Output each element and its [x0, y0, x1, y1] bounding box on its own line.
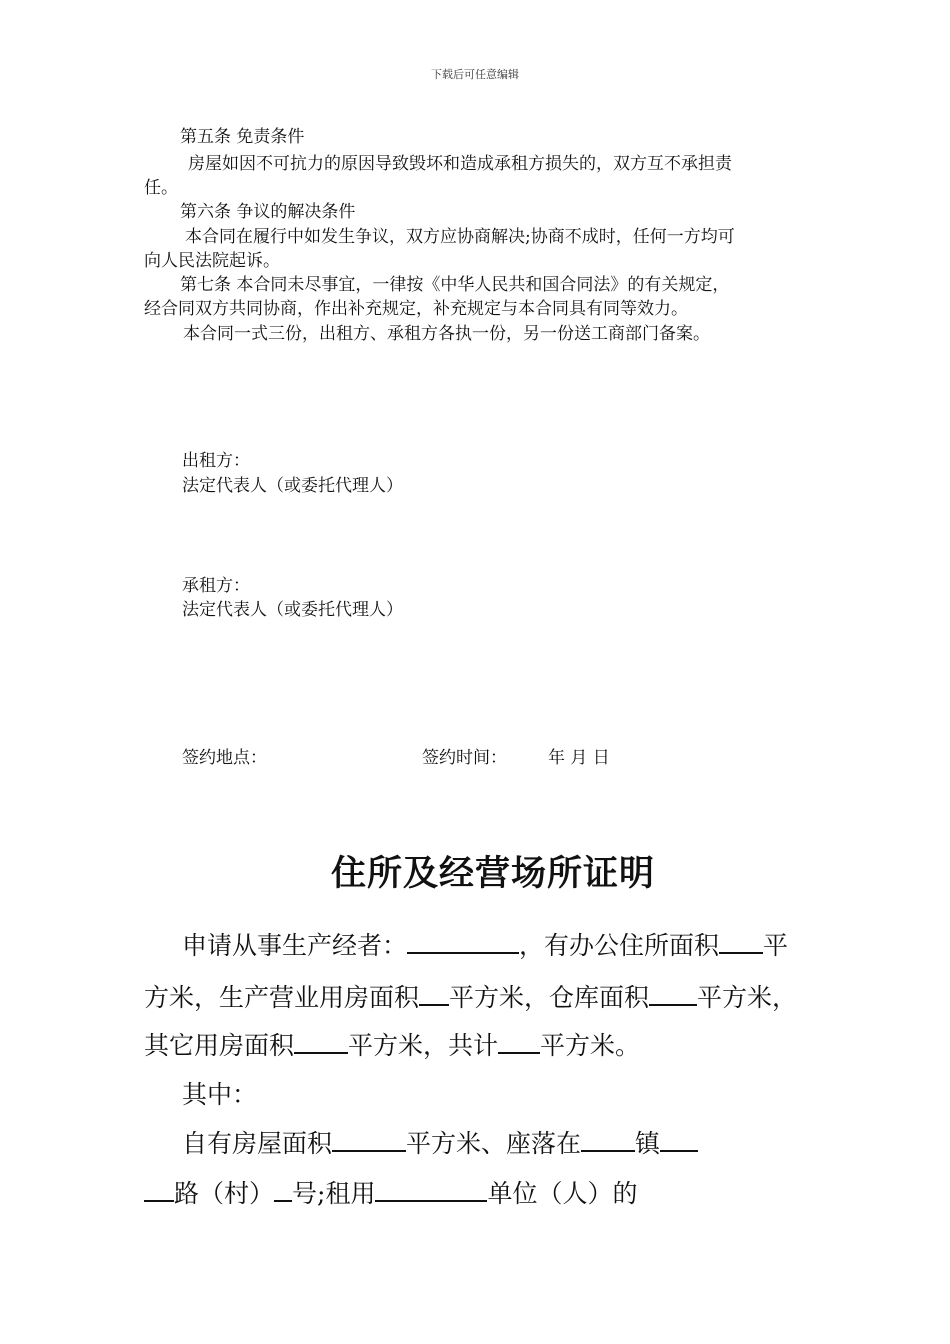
own-house-area-blank[interactable] [332, 1128, 406, 1152]
office-area-unit: 平 [763, 931, 789, 960]
rented-unit-blank[interactable] [375, 1178, 487, 1202]
article-5-title: 第五条 免责条件 [180, 127, 305, 147]
article-7-body-line2: 经合同双方共同协商，作出补充规定，补充规定与本合同具有同等效力。 [144, 299, 688, 319]
article-5-body-line2: 任。 [144, 178, 178, 198]
number-blank[interactable] [274, 1178, 292, 1202]
certificate-among-label: 其中： [182, 1080, 258, 1109]
total-area-unit: 平方米。 [540, 1031, 641, 1060]
office-area-label: ，有办公住所面积 [519, 931, 720, 960]
lessee-label: 承租方： [182, 576, 250, 596]
business-area-blank[interactable] [419, 982, 449, 1006]
office-area-blank[interactable] [719, 930, 763, 954]
sign-time-label: 签约时间： [422, 748, 507, 768]
sign-place-label: 签约地点： [182, 748, 267, 768]
business-area-label: 方米，生产营业用房面积 [144, 983, 420, 1012]
located-at-label: 平方米、座落在 [406, 1129, 582, 1158]
own-house-area-label: 自有房屋面积 [182, 1129, 333, 1158]
article-6-body-line2: 向人民法院起诉。 [144, 251, 280, 271]
total-area-blank[interactable] [498, 1030, 540, 1054]
article-7-body-line1: 第七条 本合同未尽事宜，一律按《中华人民共和国合同法》的有关规定， [180, 275, 730, 295]
total-area-label: 平方米，共计 [348, 1031, 499, 1060]
applicant-blank[interactable] [407, 930, 519, 954]
lessee-representative: 法定代表人（或委托代理人） [182, 600, 403, 620]
road-blank-start[interactable] [660, 1128, 698, 1152]
certificate-paragraph-line6 [144, 1178, 637, 1210]
applicant-label: 申请从事生产经者： [182, 931, 408, 960]
warehouse-area-unit: 平方米， [697, 983, 798, 1012]
certificate-paragraph-line2 [144, 982, 797, 1014]
unit-person-label: 单位（人）的 [487, 1179, 638, 1208]
road-blank-end[interactable] [144, 1178, 174, 1202]
copies-clause: 本合同一式三份，出租方、承租方各执一份，另一份送工商部门备案。 [183, 324, 710, 344]
town-label: 镇 [635, 1129, 661, 1158]
header-note: 下载后可任意编辑 [431, 68, 519, 81]
town-blank[interactable] [581, 1128, 635, 1152]
certificate-paragraph-line1 [182, 930, 788, 962]
warehouse-area-blank[interactable] [649, 982, 697, 1006]
warehouse-area-label: 平方米，仓库面积 [449, 983, 650, 1012]
sign-date: 年 月 日 [548, 748, 610, 768]
certificate-title: 住所及经营场所证明 [330, 854, 655, 894]
road-village-label: 路（村） [174, 1179, 275, 1208]
article-5-body-line1: 房屋如因不可抗力的原因导致毁坏和造成承租方损失的，双方互不承担责 [188, 154, 732, 174]
certificate-paragraph-line3 [144, 1030, 640, 1062]
article-6-title: 第六条 争议的解决条件 [180, 202, 356, 222]
other-area-label: 其它用房面积 [144, 1031, 295, 1060]
lessor-representative: 法定代表人（或委托代理人） [182, 476, 403, 496]
other-area-blank[interactable] [294, 1030, 348, 1054]
rented-label: 号;租用 [292, 1179, 376, 1208]
lessor-label: 出租方： [182, 451, 250, 471]
certificate-paragraph-line5 [182, 1128, 698, 1160]
article-6-body-line1: 本合同在履行中如发生争议，双方应协商解决;协商不成时，任何一方均可 [185, 227, 735, 247]
